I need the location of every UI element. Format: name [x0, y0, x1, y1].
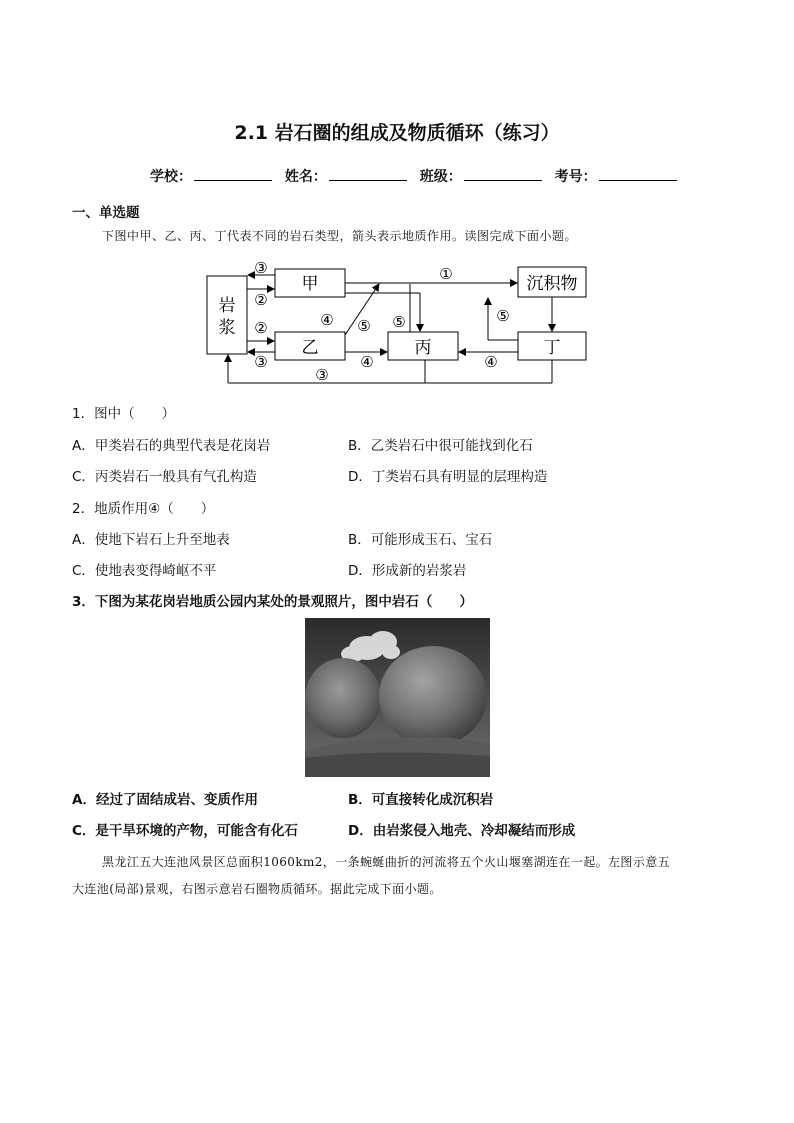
q1-option-b[interactable]: B．乙类岩石中很可能找到化石 [348, 438, 533, 454]
exam-no-label: 考号： [554, 169, 597, 185]
process-label: ④ [360, 353, 374, 371]
magma-label-2: 浆 [218, 318, 236, 338]
q1-option-a[interactable]: A．甲类岩石的典型代表是花岗岩 [72, 438, 271, 454]
yi-label: 乙 [301, 338, 319, 358]
class-label: 班级： [419, 169, 462, 185]
bing-label: 丙 [414, 338, 432, 358]
q1-option-d[interactable]: D．丁类岩石具有明显的层理构造 [348, 469, 548, 485]
sediment-label: 沉积物 [526, 274, 578, 294]
passage-line-2: 大连池(局部)景观，右图示意岩石圈物质循环。据此完成下面小题。 [72, 882, 442, 896]
school-blank[interactable] [194, 168, 272, 181]
process-label: ⑤ [357, 317, 371, 335]
ding-label: 丁 [543, 338, 561, 358]
process-label: ⑤ [392, 313, 406, 331]
name-blank[interactable] [329, 168, 407, 181]
school-label: 学校： [150, 169, 192, 185]
process-label: ③ [315, 366, 329, 384]
section-heading: 一、单选题 [72, 205, 140, 221]
passage-line-1: 黑龙江五大连池风景区总面积1060km2，一条蜿蜒曲折的河流将五个火山堰塞湖连在一起。左图示意五 [102, 855, 671, 869]
process-label: ③ [254, 353, 268, 371]
class-blank[interactable] [464, 168, 542, 181]
q3-option-d[interactable]: D．由岩浆侵入地壳、冷却凝结而形成 [348, 823, 576, 839]
question-2-stem: 2．地质作用④（ ） [72, 501, 215, 517]
intro-text: 下图中甲、乙、丙、丁代表不同的岩石类型，箭头表示地质作用。读图完成下面小题。 [102, 229, 578, 243]
name-label: 姓名： [284, 169, 327, 185]
q2-option-d[interactable]: D．形成新的岩浆岩 [348, 563, 467, 579]
process-label: ② [254, 319, 268, 337]
q2-option-b[interactable]: B．可能形成玉石、宝石 [348, 532, 493, 548]
q1-option-c[interactable]: C．丙类岩石一般具有气孔构造 [72, 469, 257, 485]
question-1-stem: 1．图中（ ） [72, 406, 176, 422]
process-label: ② [254, 291, 268, 309]
rock-cycle-diagram [200, 255, 610, 390]
q3-option-c[interactable]: C．是干旱环境的产物，可能含有化石 [72, 823, 298, 839]
exam-no-blank[interactable] [599, 168, 677, 181]
q3-option-a[interactable]: A．经过了固结成岩、变质作用 [72, 792, 258, 808]
process-label: ④ [320, 311, 334, 329]
q2-option-a[interactable]: A．使地下岩石上升至地表 [72, 532, 230, 548]
process-label: ⑤ [496, 307, 510, 325]
magma-label-1: 岩 [218, 296, 236, 316]
q2-option-c[interactable]: C．使地表变得崎岖不平 [72, 563, 217, 579]
process-label: ① [439, 265, 453, 283]
jia-label: 甲 [301, 274, 319, 294]
process-label: ④ [484, 353, 498, 371]
granite-boulders-photo [305, 618, 490, 777]
page-title: 2.1 岩石圈的组成及物质循环（练习） [234, 122, 560, 144]
question-3-stem: 3．下图为某花岗岩地质公园内某处的景观照片，图中岩石（ ） [72, 594, 473, 610]
process-label: ③ [254, 259, 268, 277]
student-info-line [150, 166, 685, 186]
q3-option-b[interactable]: B．可直接转化成沉积岩 [348, 792, 494, 808]
